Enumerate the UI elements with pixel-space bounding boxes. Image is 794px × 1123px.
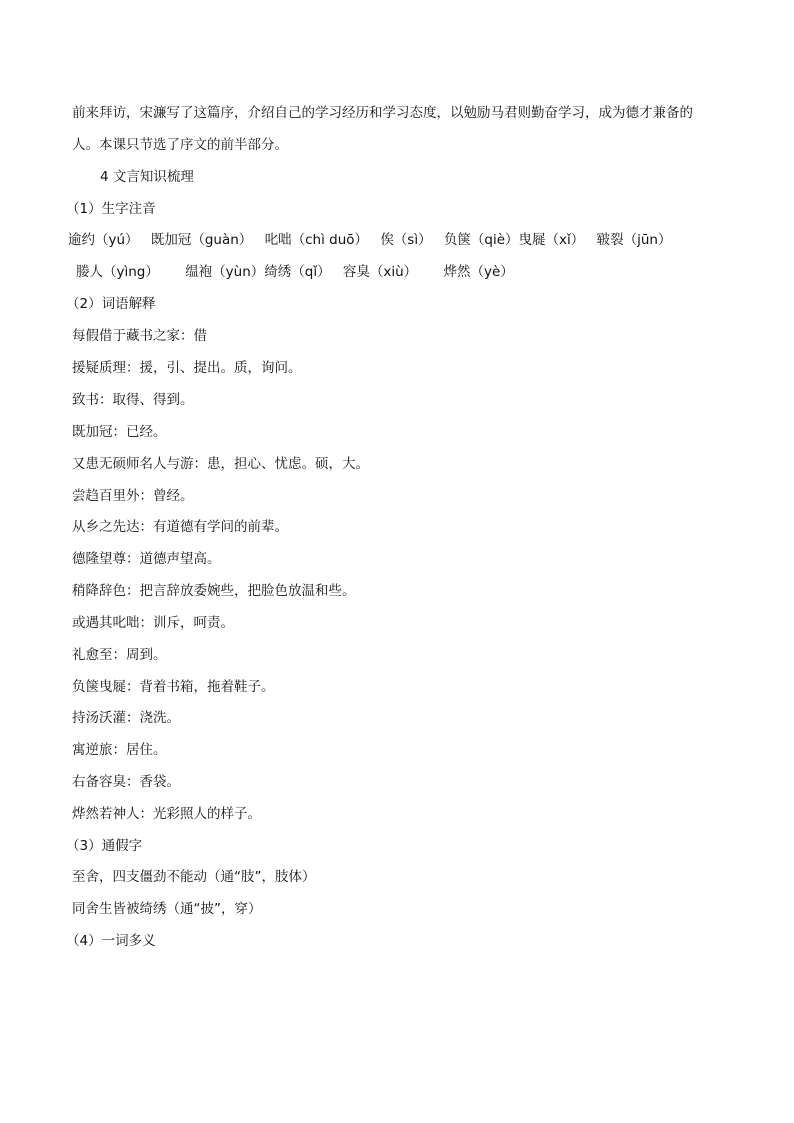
pronunciation-row-2 bbox=[76, 262, 522, 282]
pronunciation-item: 媵人（yìng） bbox=[76, 264, 159, 280]
tongjiazi-item: 同舍生皆被绮绣（通“披”，穿） bbox=[72, 901, 262, 917]
vocabulary-item: 德隆望尊：道德声望高。 bbox=[72, 551, 221, 567]
vocabulary-item: 致书：取得、得到。 bbox=[72, 392, 194, 408]
vocabulary-item: 每假借于藏书之家：借 bbox=[72, 328, 207, 344]
pronunciation-item: 皲裂（jūn） bbox=[596, 232, 672, 248]
pronunciation-item: 叱咄（chì duō） bbox=[264, 232, 369, 248]
vocabulary-item: 烨然若神人：光彩照人的样子。 bbox=[72, 806, 261, 822]
pronunciation-item: 烨然（yè） bbox=[443, 264, 514, 280]
pronunciation-item: 容臭（xiù） bbox=[342, 264, 418, 280]
vocabulary-item: 右备容臭：香袋。 bbox=[72, 774, 180, 790]
subsection-heading-tongjiazi: （3）通假字 bbox=[66, 838, 143, 854]
vocabulary-item: 又患无硕师名人与游：患，担心、忧虑。硕，大。 bbox=[72, 456, 369, 472]
intro-line-2: 人。本课只节选了序文的前半部分。 bbox=[72, 137, 288, 153]
pronunciation-item: 既加冠（guàn） bbox=[150, 232, 253, 248]
subsection-heading-polysemy: （4）一词多义 bbox=[66, 933, 156, 949]
pronunciation-item: 缊袍（yùn）绮绣（qǐ） bbox=[185, 264, 331, 280]
vocabulary-item: 既加冠：已经。 bbox=[72, 424, 167, 440]
vocabulary-item: 稍降辞色：把言辞放委婉些，把脸色放温和些。 bbox=[72, 583, 356, 599]
pronunciation-item: 负箧（qiè）曳屣（xǐ） bbox=[443, 232, 585, 248]
intro-line-1: 前来拜访，宋濂写了这篇序，介绍自己的学习经历和学习态度，以勉励马君则勤奋学习，成为德才兼备的 bbox=[72, 105, 693, 121]
vocabulary-item: 持汤沃灌：浇洗。 bbox=[72, 710, 180, 726]
pronunciation-row-1 bbox=[68, 230, 679, 250]
vocabulary-item: 援疑质理：援，引、提出。质，询问。 bbox=[72, 360, 302, 376]
subsection-heading-vocabulary: （2）词语解释 bbox=[66, 296, 156, 312]
pronunciation-item: 逾约（yú） bbox=[68, 232, 139, 248]
vocabulary-item: 礼愈至：周到。 bbox=[72, 647, 167, 663]
pronunciation-item: 俟（sì） bbox=[380, 232, 432, 248]
tongjiazi-item: 至舍，四支僵劲不能动（通“肢”，肢体） bbox=[72, 869, 316, 885]
subsection-heading-pronunciation: （1）生字注音 bbox=[66, 201, 156, 217]
vocabulary-item: 或遇其叱咄：训斥，呵责。 bbox=[72, 615, 234, 631]
vocabulary-item: 从乡之先达：有道德有学问的前辈。 bbox=[72, 519, 288, 535]
section-heading: 4 文言知识梳理 bbox=[100, 169, 194, 185]
vocabulary-item: 负箧曳屣：背着书箱，拖着鞋子。 bbox=[72, 679, 275, 695]
vocabulary-item: 寓逆旅：居住。 bbox=[72, 742, 167, 758]
vocabulary-item: 尝趋百里外：曾经。 bbox=[72, 488, 194, 504]
